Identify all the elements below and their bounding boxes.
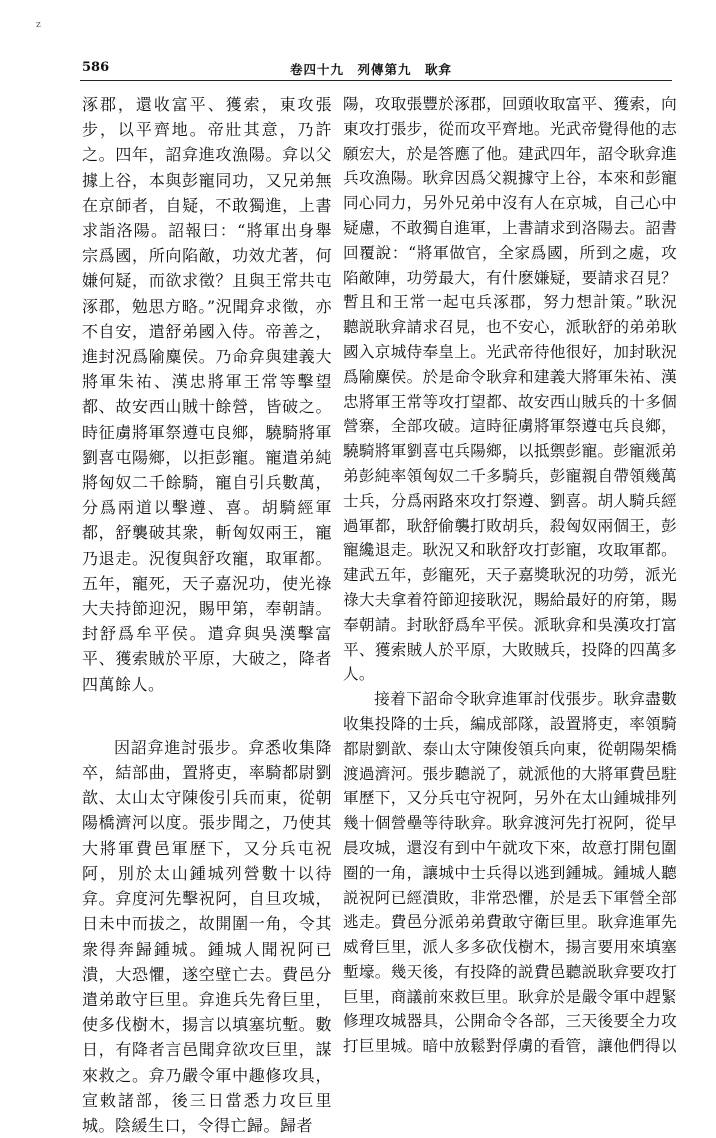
running-head: 卷四十九 列傳第九 耿弇 <box>290 62 453 77</box>
classical-paragraph-1: 涿郡，還收富平、獲索，東攻張步，以平齊地。帝壯其意，乃許之。四年，詔弇進攻漁陽。弇以父據上谷，本與彭寵同功，又兄弟無在京師者，自疑，不敢獨進，上書求詣洛陽。詔報曰：“將軍出身舉宗爲國，所向陷敵，功效尤著，何嫌何疑，而欲求徵？且與王常共屯涿郡，勉思方略。”況聞弇求徵，亦不自安，遣舒弟國入侍。帝善之，進封況爲隃麋侯。乃命弇與建義大將軍朱祐、漢忠將軍王常等擊望都、故安西山賊十餘營，皆破之。時征虜將軍祭遵屯良鄉，驍騎將軍劉喜屯陽鄉，以拒彭寵。寵遣弟純將匈奴二千餘騎，寵自引兵數萬，分爲兩道以擊遵、喜。胡騎經軍都，舒襲破其衆，斬匈奴兩王，寵乃退走。況復與舒攻寵，取軍都。五年，寵死，天子嘉況功，使光祿大夫持節迎況，賜甲第，奉朝請。封舒爲牟平侯。遣弇與吳漢擊富平、獲索賊於平原，大破之，降者四萬餘人。 <box>82 95 332 694</box>
corner-mark: z <box>36 20 41 30</box>
classical-paragraph-2: 因詔弇進討張步。弇悉收集降卒，結部曲，置將吏，率騎都尉劉歆、太山太守陳俊引兵而東，從朝陽橋濟河以度。張步聞之，乃使其大將軍費邑軍歷下，又分兵屯祝阿，別於太山鍾城列營數十以待弇。弇度河先擊祝阿，自旦攻城，日未中而拔之，故開圍一角，令其衆得奔歸鍾城。鍾城人聞祝阿已潰，大恐懼，遂空壁亡去。費邑分遣弟敢守巨里。弇進兵先脅巨里，使多伐樹木，揚言以填塞坑塹。數日，有降者言邑聞弇欲攻巨里，謀來救之。弇乃嚴令軍中趣修攻具，宣敕諸部，後三日當悉力攻巨里城。陰緩生口，令得亡歸。歸者 <box>82 737 332 1135</box>
header-rule <box>80 80 672 81</box>
page-number: 586 <box>82 60 110 75</box>
classical-text-column <box>82 92 332 1138</box>
translation-column <box>343 92 677 1059</box>
paragraph-gap <box>82 697 332 735</box>
translation-paragraph-2: 接着下詔命令耿弇進軍討伐張步。耿弇盡數收集投降的士兵，編成部隊，設置將吏，率領騎都尉劉歆、泰山太守陳俊領兵向東，從朝陽架橋渡過濟河。張步聽説了，就派他的大將軍費邑駐軍歷下，又分兵屯守祝阿，另外在太山鍾城排列幾十個營壘等待耿弇。耿弇渡河先打祝阿，從早晨攻城，還沒有到中午就攻下來，故意打開包圍圈的一角，讓城中士兵得以逃到鍾城。鍾城人聽説祝阿已經潰敗，非常恐懼，於是丢下軍營全部逃走。費邑分派弟弟費敢守衛巨里。耿弇進軍先威脅巨里，派人多多砍伐樹木，揚言要用來填塞塹壕。幾天後，有投降的説費邑聽説耿弇要攻打巨里，商議前來救巨里。耿弇於是嚴令軍中趕緊修理攻城器具，公開命令各部，三天後要全力攻打巨里城。暗中放鬆對俘虜的看管，讓他們得以 <box>343 690 677 1056</box>
translation-paragraph-1: 陽，攻取張豐於涿郡，回頭收取富平、獲索，向東攻打張步，從而攻平齊地。光武帝覺得他的志願宏大，於是答應了他。建武四年，詔令耿弇進兵攻漁陽。耿弇因爲父親據守上谷，本來和彭寵同心同力，另外兄弟中沒有人在京城，自己心中疑慮，不敢獨自進軍，上書請求到洛陽去。詔書回覆說：“將軍做官，全家爲國，所到之處，攻陷敵陣，功勞最大，有什麽嫌疑，要請求召見？暫且和王常一起屯兵涿郡，努力想計策。”耿況聽説耿弇請求召見，也不安心，派耿舒的弟弟耿國入京城侍奉皇上。光武帝待他很好，加封耿況爲隃麋侯。於是命令耿弇和建義大將軍朱祐、漢忠將軍王常等攻打望都、故安西山賊兵的十多個營寨，全部攻破。這時征虜將軍祭遵屯兵良鄉，驍騎將軍劉喜屯兵陽鄉，以抵禦彭寵。彭寵派弟弟彭純率領匈奴二千多騎兵，彭寵親自帶領幾萬士兵，分爲兩路來攻打祭遵、劉喜。胡人騎兵經過軍都，耿舒偷襲打敗胡兵，殺匈奴兩個王，彭寵纔退走。耿況又和耿舒攻打彭寵，攻取軍都。建武五年，彭寵死，天子嘉獎耿況的功勞，派光祿大夫拿着符節迎接耿況，賜給最好的府第，賜奉朝請。封耿舒爲牟平侯。派耿弇和吳漢攻打富平、獲索賊人於平原，大敗賊兵，投降的四萬多人。 <box>343 95 677 684</box>
